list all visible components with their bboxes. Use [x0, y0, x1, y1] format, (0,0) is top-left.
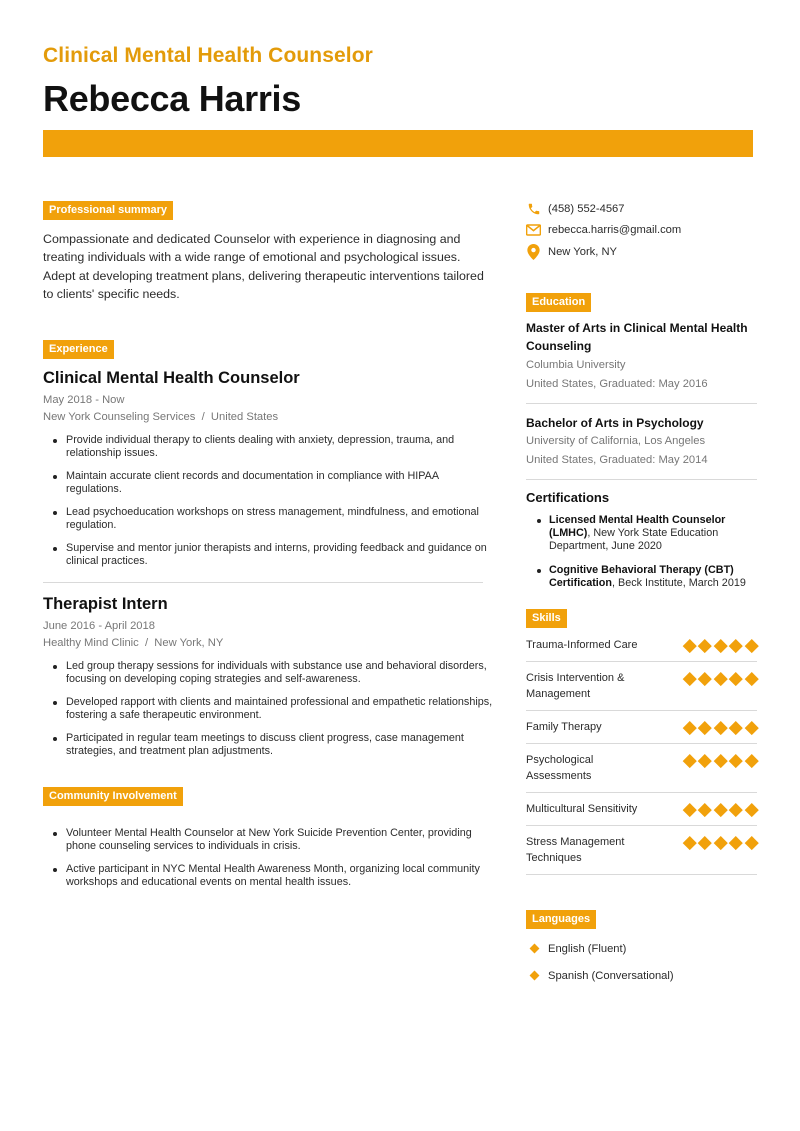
section-divider	[43, 582, 483, 583]
job-title: Clinical Mental Health Counselor	[43, 369, 300, 388]
rating-diamond-icon	[745, 836, 758, 849]
education-section	[526, 292, 757, 481]
org-separator: /	[198, 411, 208, 424]
cert-name: Cognitive Behavioral Therapy (CBT) Certification	[549, 564, 734, 589]
rating-diamond-icon	[729, 639, 742, 652]
skill-rating	[684, 721, 758, 735]
languages-section	[526, 909, 757, 989]
rating-diamond-icon	[714, 639, 727, 652]
skill-row	[526, 826, 757, 875]
skill-row	[526, 662, 757, 711]
skill-rating	[684, 639, 758, 653]
job-bullets	[43, 434, 495, 568]
rating-diamond-icon	[683, 754, 696, 767]
rating-diamond-icon	[714, 672, 727, 685]
phone-text[interactable]: (458) 552-4567	[548, 202, 625, 215]
skill-name: Psychological Assessments	[526, 754, 594, 782]
experience-section	[43, 339, 495, 758]
skill-rating	[684, 672, 758, 686]
languages-list	[526, 935, 757, 989]
edu-degree: Bachelor of Arts in Psychology	[526, 415, 704, 430]
rating-diamond-icon	[745, 639, 758, 652]
skill-name: Multicultural Sensitivity	[526, 803, 638, 815]
job-title: Therapist Intern	[43, 595, 168, 614]
rating-diamond-icon	[745, 721, 758, 734]
skill-name: Family Therapy	[526, 721, 602, 733]
rating-diamond-icon	[683, 721, 696, 734]
skills-section	[526, 608, 757, 875]
rating-diamond-icon	[714, 836, 727, 849]
list-item: Active participant in NYC Mental Health Awareness Month, organizing local community workshops and educational events on mental health issues.	[43, 863, 495, 889]
certifications-section	[526, 490, 757, 590]
skill-name: Trauma-Informed Care	[526, 639, 638, 651]
job-entry	[43, 595, 495, 758]
edu-degree: Master of Arts in Clinical Mental Health Counseling	[526, 320, 748, 353]
certifications-heading: Certifications	[526, 490, 610, 505]
job-company: Healthy Mind Clinic	[43, 637, 139, 650]
rating-diamond-icon	[683, 803, 696, 816]
skill-row	[526, 711, 757, 744]
cert-detail: , Beck Institute, March 2019	[612, 577, 746, 589]
list-item: Developed rapport with clients and maintained professional and empathetic relationships, fostering a safe therapeutic environment.	[43, 696, 495, 722]
org-separator: /	[141, 637, 152, 650]
rating-diamond-icon	[698, 672, 711, 685]
job-location: United States	[210, 411, 279, 424]
list-item: Maintain accurate client records and documentation in compliance with HIPAA regulations.	[43, 470, 495, 496]
job-company: New York Counseling Services	[43, 411, 196, 424]
list-item	[526, 564, 757, 590]
contact-phone	[526, 198, 757, 220]
languages-heading: Languages	[526, 910, 596, 929]
skill-rating	[684, 803, 758, 817]
rating-diamond-icon	[729, 803, 742, 816]
rating-diamond-icon	[729, 721, 742, 734]
skills-list	[526, 629, 757, 875]
job-dates: June 2016 - April 2018	[43, 620, 155, 633]
phone-icon	[526, 201, 541, 216]
rating-diamond-icon	[745, 754, 758, 767]
contact-section	[526, 198, 757, 263]
rating-diamond-icon	[729, 754, 742, 767]
summary-section	[43, 200, 495, 303]
rating-diamond-icon	[745, 672, 758, 685]
job-org	[43, 411, 495, 423]
skills-heading: Skills	[526, 609, 567, 628]
rating-diamond-icon	[683, 836, 696, 849]
skill-row	[526, 629, 757, 662]
language-name: Spanish (Conversational)	[548, 969, 674, 982]
rating-diamond-icon	[698, 836, 711, 849]
job-location: New York, NY	[154, 637, 224, 650]
list-item: Supervise and mentor junior therapists and interns, providing feedback and guidance on clinical practices.	[43, 542, 495, 568]
skill-row	[526, 793, 757, 826]
rating-diamond-icon	[714, 754, 727, 767]
rating-diamond-icon	[683, 639, 696, 652]
summary-text: Compassionate and dedicated Counselor with experience in diagnosing and treating individuals with a wide range of emotional and psychological issues. Adept at developing treatment plans, delivering therapeutic interventions tailored to clients' specific needs.	[43, 232, 484, 301]
rating-diamond-icon	[698, 639, 711, 652]
rating-diamond-icon	[714, 721, 727, 734]
contact-location	[526, 241, 757, 263]
rating-diamond-icon	[698, 803, 711, 816]
rating-diamond-icon	[698, 721, 711, 734]
job-dates: May 2018 - Now	[43, 394, 125, 407]
rating-diamond-icon	[714, 803, 727, 816]
language-item	[526, 935, 757, 962]
diamond-bullet-icon	[530, 971, 540, 981]
job-bullets	[43, 660, 495, 758]
rating-diamond-icon	[729, 672, 742, 685]
diamond-bullet-icon	[530, 944, 540, 954]
skill-name: Crisis Intervention & Management	[526, 672, 625, 700]
list-item: Participated in regular team meetings to discuss client progress, case management strategies, and treatment plan adjustments.	[43, 732, 495, 758]
job-org	[43, 637, 495, 649]
skill-name: Stress Management Techniques	[526, 836, 625, 864]
skill-rating	[684, 836, 758, 850]
section-divider	[526, 403, 757, 404]
envelope-icon	[526, 223, 541, 238]
cert-name: Licensed Mental Health Counselor (LMHC)	[549, 514, 726, 539]
cert-detail: , New York State Education Department, June 2020	[549, 527, 719, 552]
language-name: English (Fluent)	[548, 942, 627, 955]
left-column	[43, 200, 495, 899]
rating-diamond-icon	[729, 836, 742, 849]
education-entry	[526, 414, 757, 471]
candidate-name: Rebecca Harris	[43, 78, 301, 119]
list-item: Lead psychoeducation workshops on stress management, mindfulness, and emotional regulation.	[43, 506, 495, 532]
edu-meta: United States, Graduated: May 2016	[526, 377, 708, 390]
edu-meta: United States, Graduated: May 2014	[526, 454, 708, 466]
rating-diamond-icon	[698, 754, 711, 767]
skill-row	[526, 744, 757, 793]
education-heading: Education	[526, 293, 591, 312]
rating-diamond-icon	[745, 803, 758, 816]
edu-school: University of California, Los Angeles	[526, 435, 706, 447]
skill-rating	[684, 754, 758, 768]
education-entry	[526, 319, 757, 394]
location-text: New York, NY	[548, 245, 618, 258]
language-item	[526, 962, 757, 989]
community-heading: Community Involvement	[43, 787, 183, 806]
summary-heading: Professional summary	[43, 201, 173, 220]
map-pin-icon	[526, 244, 541, 259]
community-bullets	[43, 827, 495, 889]
list-item: Volunteer Mental Health Counselor at New York Suicide Prevention Center, providing phone counseling services to individuals in crisis.	[43, 827, 495, 853]
job-entry	[43, 369, 495, 568]
list-item: Led group therapy sessions for individuals with substance use and behavioral disorders, focusing on developing coping strategies and self-awareness.	[43, 660, 495, 686]
list-item: Provide individual therapy to clients dealing with anxiety, depression, trauma, and relationship issues.	[43, 434, 495, 460]
edu-school: Columbia University	[526, 358, 626, 371]
community-section	[43, 786, 495, 889]
list-item	[526, 514, 757, 553]
contact-email	[526, 220, 757, 242]
rating-diamond-icon	[683, 672, 696, 685]
cert-list	[526, 514, 757, 590]
email-link[interactable]: rebecca.harris@gmail.com	[548, 224, 682, 237]
job-role-title: Clinical Mental Health Counselor	[43, 44, 373, 67]
experience-heading: Experience	[43, 340, 114, 359]
header-accent-band	[43, 130, 753, 157]
right-column	[526, 200, 757, 989]
section-divider	[526, 479, 757, 480]
